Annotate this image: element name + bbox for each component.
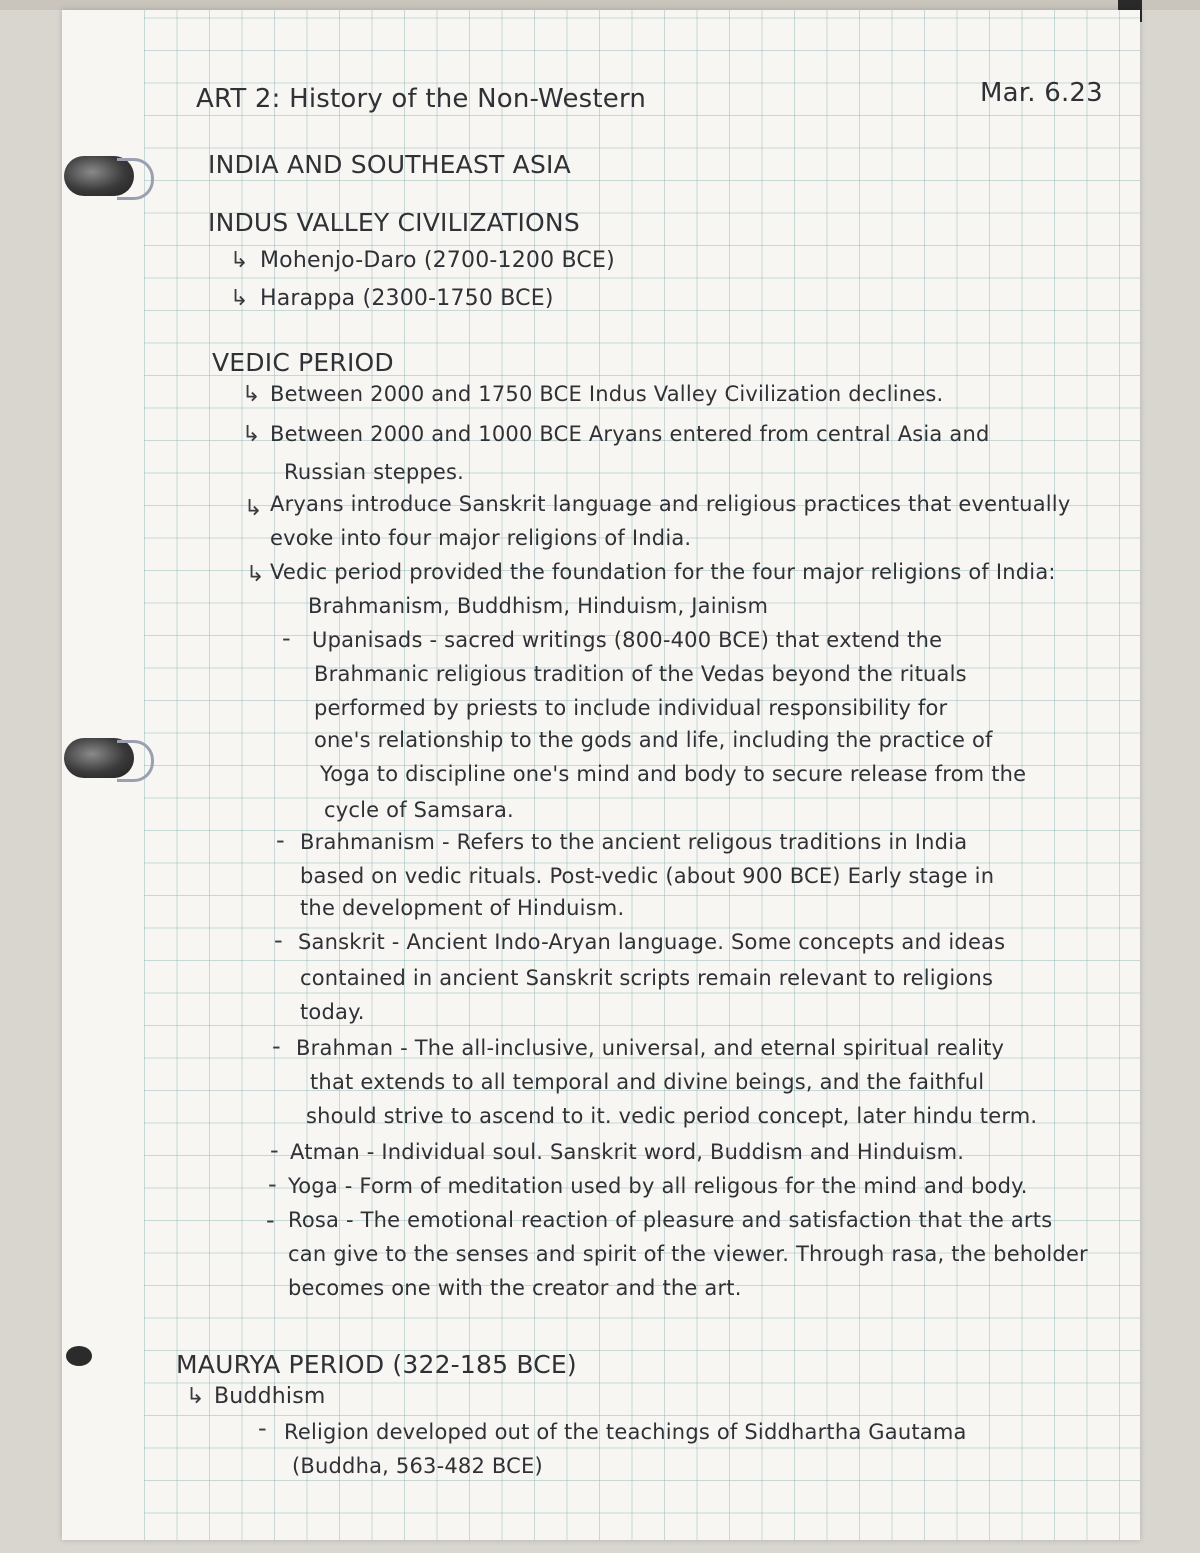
vedic-line: should strive to ascend to it. vedic period concept, later hindu term.	[306, 1104, 1038, 1128]
vedic-line: performed by priests to include individual responsibility for	[314, 696, 948, 720]
vedic-line: one's relationship to the gods and life, including the practice of	[314, 728, 993, 752]
dash-bullet: -	[268, 1170, 277, 1198]
vedic-line: Rosa - The emotional reaction of pleasure and satisfaction that the arts	[288, 1208, 1053, 1232]
dash-bullet: -	[272, 1032, 281, 1060]
indus-item: Mohenjo-Daro (2700-1200 BCE)	[260, 248, 615, 273]
vedic-line: can give to the senses and spirit of the viewer. Through rasa, the beholder	[288, 1242, 1088, 1266]
arrow-icon: ↳	[230, 248, 249, 273]
vedic-line: today.	[300, 1000, 365, 1024]
vedic-line: based on vedic rituals. Post-vedic (about 900 BCE) Early stage in	[300, 864, 995, 888]
dash-bullet: -	[276, 826, 285, 854]
dash-bullet: -	[274, 926, 283, 954]
vedic-line: that extends to all temporal and divine beings, and the faithful	[310, 1070, 985, 1094]
maurya-line: Buddhism	[214, 1384, 326, 1409]
notebook-page	[62, 10, 1140, 1540]
vedic-line: Russian steppes.	[284, 460, 465, 484]
vedic-line: evoke into four major religions of India.	[270, 526, 692, 550]
binder-ring	[64, 738, 134, 778]
dash-bullet: -	[266, 1206, 275, 1234]
note-date: Mar. 6.23	[980, 78, 1103, 108]
maurya-heading: MAURYA PERIOD (322-185 BCE)	[176, 1350, 577, 1379]
maurya-line: (Buddha, 563-482 BCE)	[292, 1454, 543, 1478]
vedic-line: cycle of Samsara.	[324, 798, 514, 822]
arrow-icon: ↳	[186, 1384, 205, 1409]
vedic-line: Between 2000 and 1750 BCE Indus Valley Civilization declines.	[270, 382, 944, 406]
desk-edge	[0, 0, 1200, 10]
arrow-icon: ↳	[230, 286, 249, 311]
vedic-line: Upanisads - sacred writings (800-400 BCE) that extend the	[312, 628, 943, 652]
vedic-line: Brahmanism, Buddhism, Hinduism, Jainism	[308, 594, 769, 618]
vedic-heading: VEDIC PERIOD	[212, 348, 394, 377]
vedic-line: Brahmanic religious tradition of the Vedas beyond the rituals	[314, 662, 967, 686]
vedic-line: Aryans introduce Sanskrit language and religious practices that eventually	[270, 492, 1071, 516]
dash-bullet: -	[258, 1414, 267, 1442]
arrow-icon: ↳	[246, 562, 265, 587]
indus-heading: INDUS VALLEY CIVILIZATIONS	[208, 208, 580, 237]
vedic-line: contained in ancient Sanskrit scripts remain relevant to religions	[300, 966, 994, 990]
vedic-line: Between 2000 and 1000 BCE Aryans entered from central Asia and	[270, 422, 990, 446]
vedic-line: Atman - Individual soul. Sanskrit word, Buddism and Hinduism.	[290, 1140, 965, 1164]
vedic-line: becomes one with the creator and the art.	[288, 1276, 742, 1300]
arrow-icon: ↳	[244, 496, 263, 521]
vedic-line: Yoga to discipline one's mind and body to secure release from the	[320, 762, 1027, 786]
dash-bullet: -	[270, 1136, 279, 1164]
vedic-line: Yoga - Form of meditation used by all religous for the mind and body.	[288, 1174, 1028, 1198]
indus-item: Harappa (2300-1750 BCE)	[260, 286, 554, 311]
dash-bullet: -	[282, 624, 291, 652]
vedic-line: Sanskrit - Ancient Indo-Aryan language. Some concepts and ideas	[298, 930, 1006, 954]
vedic-line: the development of Hinduism.	[300, 896, 625, 920]
vedic-line: Vedic period provided the foundation for the four major religions of India:	[270, 560, 1056, 584]
topic-title: INDIA AND SOUTHEAST ASIA	[208, 150, 571, 179]
maurya-line: Religion developed out of the teachings of Siddhartha Gautama	[284, 1420, 967, 1444]
vedic-line: Brahmanism - Refers to the ancient religous traditions in India	[300, 830, 968, 854]
punch-hole	[66, 1346, 92, 1366]
binder-ring	[64, 156, 134, 196]
course-title: ART 2: History of the Non-Western	[196, 84, 647, 114]
vedic-line: Brahman - The all-inclusive, universal, and eternal spiritual reality	[296, 1036, 1005, 1060]
arrow-icon: ↳	[242, 422, 261, 447]
arrow-icon: ↳	[242, 382, 261, 407]
